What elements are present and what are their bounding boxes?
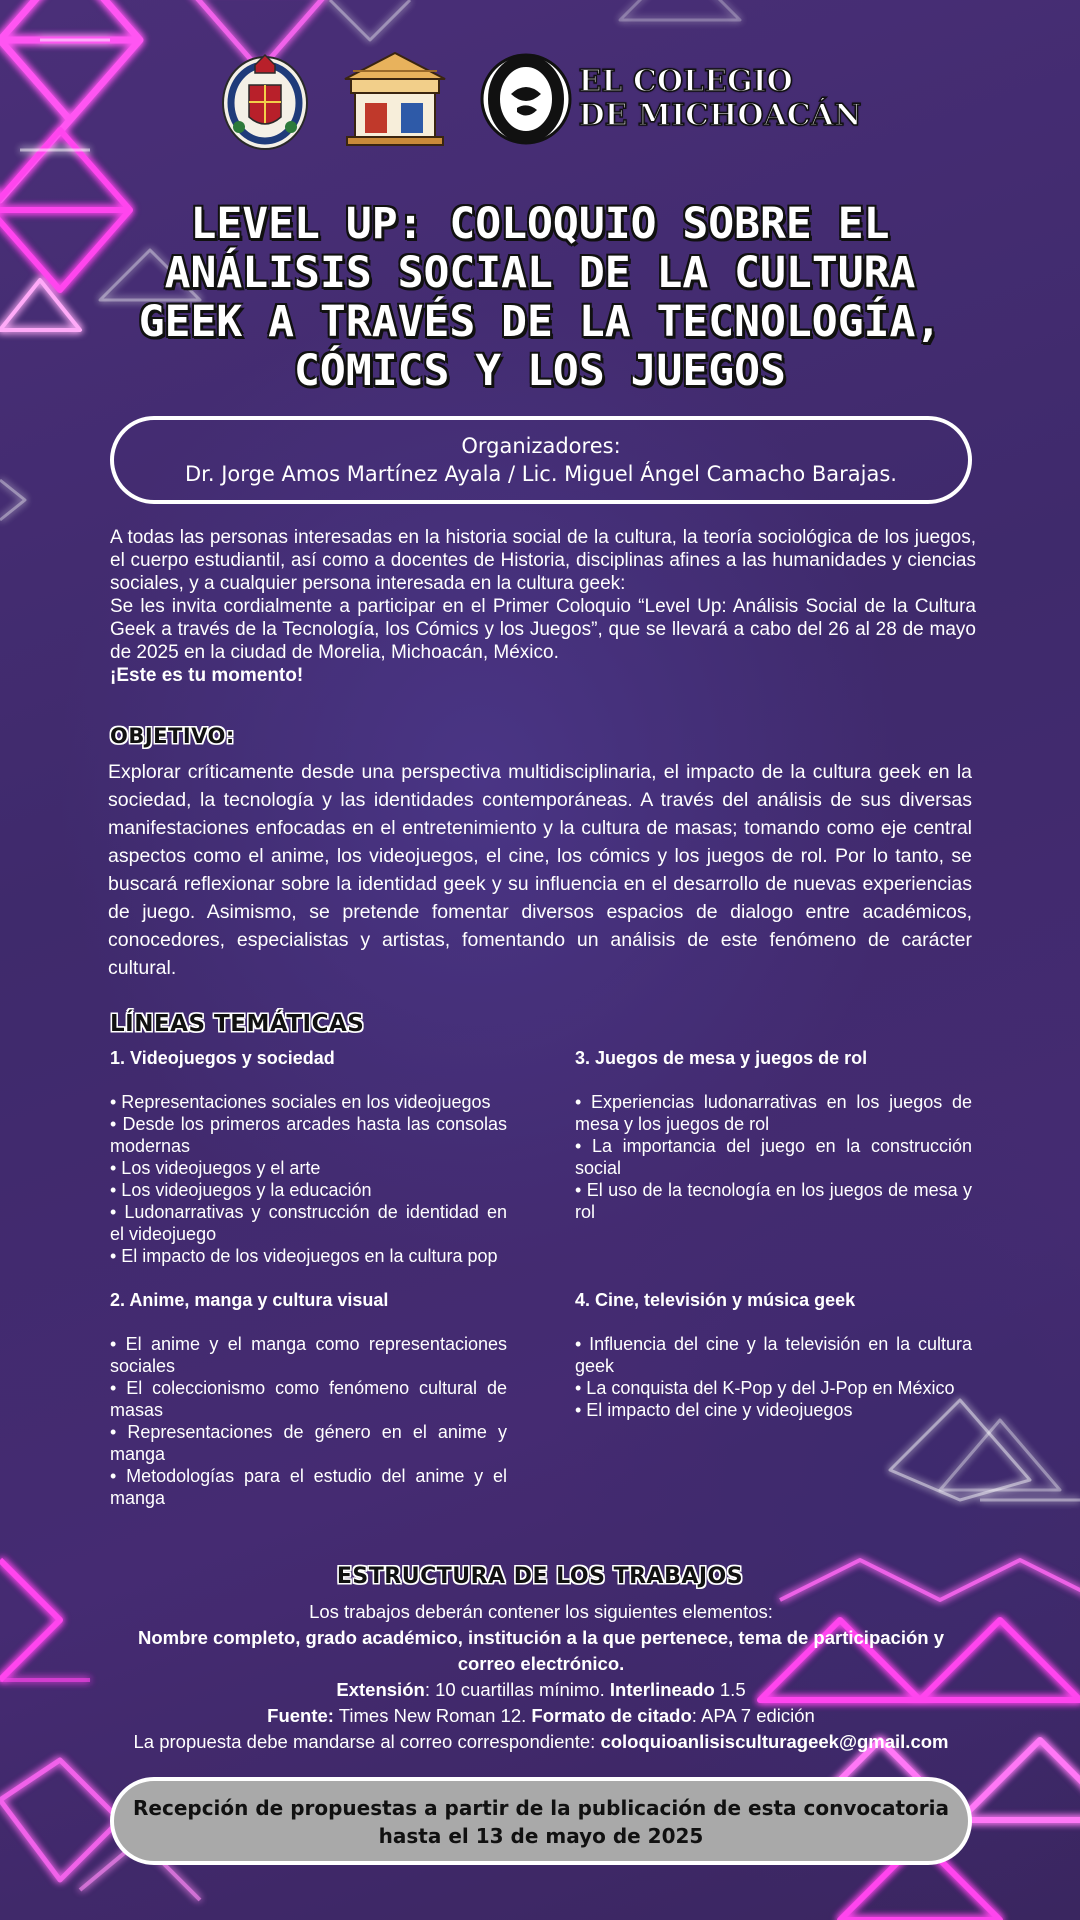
intro-paragraph: Se les invita cordialmente a participar en el Primer Coloquio “Level Up: Análisis Social de la Cultura Geek a través de la Tecnología, los Cómics y los Juegos”, que se llevará a cabo del 26 al 28 de mayo de 2025 en la ciudad de Morelia, Michoacán, México.	[110, 596, 976, 663]
extension-value: : 10 cuartillas mínimo.	[424, 1679, 610, 1700]
intro-text	[110, 526, 976, 687]
objetivo-text: Explorar críticamente desde una perspectiva multidisciplinaria, el impacto de la cultura geek en la sociedad, la tecnología y las identidades contemporáneas. A través del análisis de sus diversas manifestaciones enfocadas en el entretenimiento y la cultura de masas; tomando como eje central aspectos como el anime, los videojuegos, el cine, los cómics y los juegos de rol. Por lo tanto, se buscará reflexionar sobre la identidad geek y su influencia en el desarrollo de nuevas experiencias de juego. Asimismo, se pretende fomentar diversos espacios de dialogo entre académicos, conocedores, especialistas y artistas, fomentando un análisis de este fenómeno de carácter cultural.	[108, 761, 972, 979]
linea-item: • Representaciones de género en el anime y manga	[110, 1422, 507, 1464]
linea-title: 3. Juegos de mesa y juegos de rol	[575, 1048, 868, 1068]
estructura-extension-line	[110, 1677, 972, 1703]
cite-label: Formato de citado	[531, 1705, 692, 1726]
organizers-box	[110, 416, 972, 504]
linea-item: • El anime y el manga como representaciones sociales	[110, 1334, 507, 1376]
email-address[interactable]: coloquioanlisisculturageek@gmail.com	[600, 1731, 949, 1752]
intro-paragraph: A todas las personas interesadas en la historia social de la cultura, la teoría sociológica de los juegos, el cuerpo estudiantil, así como a docentes de Historia, disciplinas afines a las humanidades y ciencias sociales, y a cualquier persona interesada en la cultura geek:	[110, 527, 976, 594]
intro-callout: ¡Este es tu momento!	[110, 665, 304, 686]
linea-block	[575, 1047, 972, 1267]
lineas-heading: LÍNEAS TEMÁTICAS	[110, 1011, 365, 1037]
linea-item: • El impacto de los videojuegos en la cultura pop	[110, 1246, 498, 1266]
linea-item: • Influencia del cine y la televisión en la cultura geek	[575, 1334, 972, 1376]
university-seal-logo	[219, 47, 311, 151]
linea-item: • Experiencias ludonarrativas en los juegos de mesa y los juegos de rol	[575, 1092, 972, 1134]
title-line: LEVEL UP: COLOQUIO SOBRE EL	[190, 199, 890, 249]
objetivo-heading: OBJETIVO:	[110, 724, 235, 748]
interlineado-value: 1.5	[714, 1679, 746, 1700]
linea-item: • Ludonarrativas y construcción de identidad en el videojuego	[110, 1202, 507, 1244]
logos-row	[0, 44, 1080, 154]
estructura-heading: ESTRUCTURA DE LOS TRABAJOS	[336, 1564, 744, 1589]
linea-item: • El uso de la tecnología en los juegos de mesa y rol	[575, 1180, 972, 1222]
el-colegio-de-michoacan-logo	[479, 52, 862, 146]
title-line: ANÁLISIS SOCIAL DE LA CULTURA	[164, 248, 916, 298]
page-title	[90, 200, 990, 396]
linea-block	[110, 1047, 507, 1267]
cite-value: : APA 7 edición	[691, 1705, 815, 1726]
linea-item: • Los videojuegos y la educación	[110, 1180, 372, 1200]
colmich-line1: EL COLEGIO	[578, 64, 793, 99]
interlineado-label: Interlineado	[609, 1679, 715, 1700]
linea-item: • Representaciones sociales en los videojuegos	[110, 1092, 491, 1112]
linea-item: • El coleccionismo como fenómeno cultural de masas	[110, 1378, 507, 1420]
linea-item: • Desde los primeros arcades hasta las consolas modernas	[110, 1114, 507, 1156]
estructura-required: Nombre completo, grado académico, institución a la que pertenece, tema de participación y correo electrónico.	[138, 1627, 944, 1674]
linea-block	[575, 1289, 972, 1509]
linea-title: 1. Videojuegos y sociedad	[110, 1048, 335, 1068]
estructura-font-line	[110, 1703, 972, 1729]
fish-circle-icon	[479, 52, 573, 146]
linea-title: 2. Anime, manga y cultura visual	[110, 1290, 389, 1310]
mail-text: La propuesta debe mandarse al correo correspondiente:	[133, 1731, 601, 1752]
linea-block	[110, 1289, 507, 1509]
deadline-banner	[110, 1777, 972, 1865]
extension-label: Extensión	[336, 1679, 425, 1700]
organizers-label: Organizadores:	[461, 434, 621, 458]
title-line: CÓMICS Y LOS JUEGOS	[294, 346, 786, 396]
linea-item: • Los videojuegos y el arte	[110, 1158, 321, 1178]
linea-item: • La conquista del K-Pop y del J-Pop en México	[575, 1378, 955, 1398]
deadline-line: hasta el 13 de mayo de 2025	[378, 1824, 704, 1848]
lineas-grid	[110, 1047, 972, 1509]
colmich-line2: DE MICHOACÁN	[578, 98, 862, 133]
linea-item: • Metodologías para el estudio del anime y el manga	[110, 1466, 507, 1508]
linea-item: • La importancia del juego en la construcción social	[575, 1136, 972, 1178]
font-label: Fuente:	[267, 1705, 334, 1726]
linea-title: 4. Cine, televisión y música geek	[575, 1290, 856, 1310]
organizers-names: Dr. Jorge Amos Martínez Ayala / Lic. Miguel Ángel Camacho Barajas.	[185, 462, 897, 486]
estructura-intro: Los trabajos deberán contener los siguientes elementos:	[309, 1601, 773, 1622]
estructura-text	[110, 1599, 972, 1755]
house-emblem-logo	[341, 49, 449, 149]
title-line: GEEK A TRAVÉS DE LA TECNOLOGÍA,	[138, 297, 942, 347]
font-value: Times New Roman 12.	[333, 1705, 532, 1726]
estructura-mail-line	[110, 1729, 972, 1755]
deadline-line: Recepción de propuestas a partir de la publicación de esta convocatoria	[133, 1796, 949, 1820]
linea-item: • El impacto del cine y videojuegos	[575, 1400, 853, 1420]
